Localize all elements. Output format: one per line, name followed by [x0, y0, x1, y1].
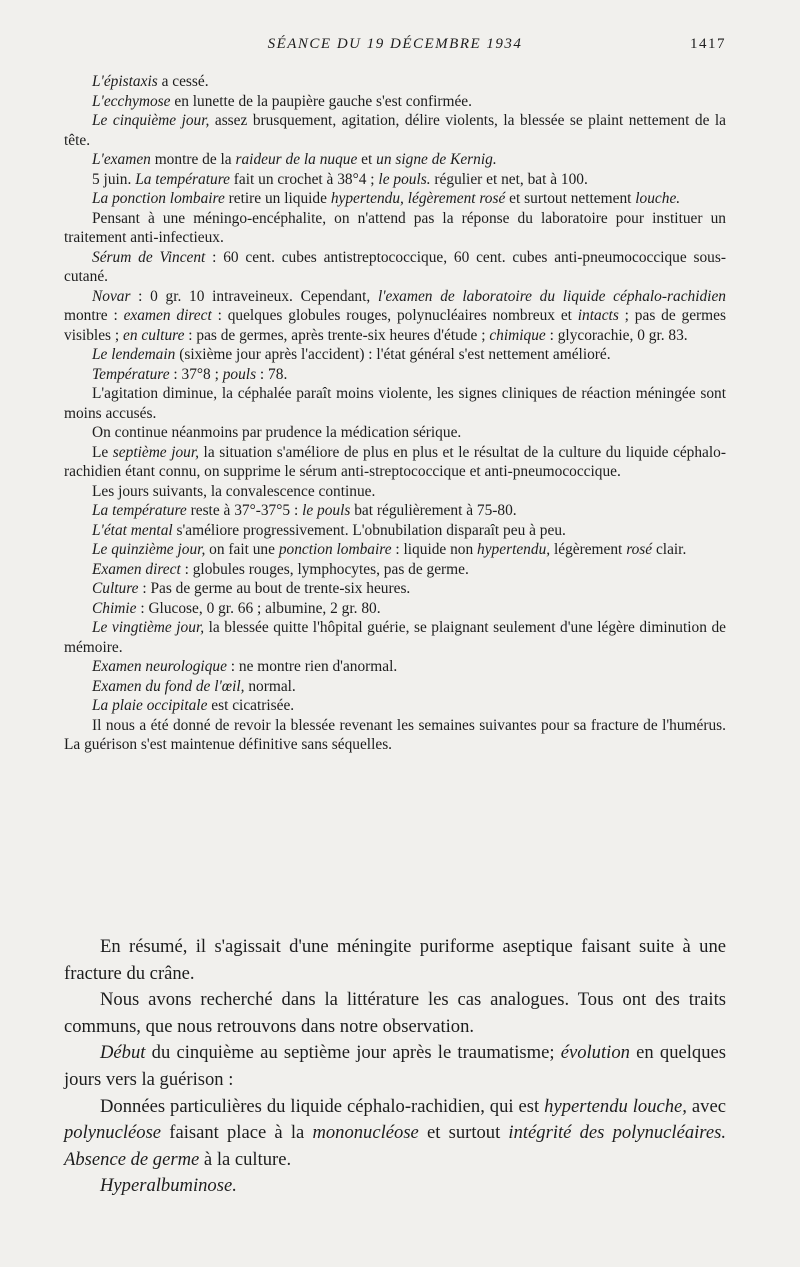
summary-paragraph [64, 934, 726, 987]
italic-text: ponction lombaire [278, 541, 392, 558]
italic-text: Sérum de Vincent [92, 248, 206, 266]
observation-paragraph [64, 521, 726, 541]
italic-text: L'état mental [92, 521, 173, 539]
text-run: Les jours suivants, la convalescence continue. [92, 482, 376, 500]
text-run: Le [92, 443, 113, 461]
observation-paragraph [64, 111, 726, 150]
text-run: légèrement [550, 541, 627, 558]
italic-text: La température [135, 170, 230, 188]
italic-text: l'examen de laboratoire du liquide céphalo-rachidien [377, 287, 726, 305]
text-run: est cicatrisée. [207, 697, 295, 714]
summary-text [64, 934, 726, 1200]
text-run: montre : [64, 307, 124, 324]
italic-text: Examen du fond de l'œil, [92, 677, 245, 695]
text-run: : 37°8 ; [169, 365, 223, 383]
observation-paragraph [64, 345, 726, 365]
text-run: fait un crochet à 38°4 ; [229, 170, 379, 188]
italic-text: La température [92, 502, 187, 519]
observation-paragraph [64, 696, 726, 716]
observation-paragraph [64, 92, 726, 112]
text-run: Pensant à une méningo-encéphalite, on n'attend pas la réponse du laboratoire pour instituer un traitement anti-infectieux. [64, 209, 726, 246]
italic-text: polynucléose [64, 1122, 162, 1144]
italic-text: Culture [92, 580, 139, 597]
italic-text: Le vingtième jour, [92, 619, 205, 636]
italic-text: un signe de Kernig. [376, 151, 497, 168]
text-run: avec [686, 1095, 726, 1117]
italic-text: pouls [222, 365, 257, 383]
italic-text: mononucléose [312, 1122, 419, 1144]
text-run: L'agitation diminue, la céphalée paraît moins violente, les signes cliniques de réaction méningée sont moins accusés. [64, 385, 726, 422]
observation-paragraph [64, 677, 726, 697]
italic-text: Le quinzième jour, [92, 541, 206, 558]
observation-paragraph [64, 657, 726, 677]
observation-paragraph [64, 618, 726, 657]
text-run: : pas de germes, après trente-six heures d'étude ; [184, 326, 490, 344]
italic-text: Le lendemain [92, 346, 176, 363]
text-run: : 60 cent. cubes antistreptococcique, 60 cent. cubes anti-pneumococcique sous-cutané. [64, 248, 726, 285]
text-run: retire un liquide [224, 190, 331, 207]
observation-paragraph [64, 482, 726, 502]
observation-paragraph [64, 189, 726, 209]
italic-text: Chimie [92, 599, 137, 617]
italic-text: intégrité des polynucléaires. Absence de germe [64, 1122, 726, 1170]
text-run: Données particulières du liquide céphalo-rachidien, qui est [100, 1095, 545, 1117]
observation-paragraph [64, 248, 726, 287]
text-run: : Pas de germe au bout de trente-six heures. [138, 580, 411, 597]
italic-text: le pouls. [378, 170, 431, 188]
observation-paragraph [64, 365, 726, 385]
text-run: a cessé. [157, 73, 209, 90]
italic-text: le pouls [302, 502, 351, 519]
italic-text: Hyperalbuminose. [100, 1175, 237, 1197]
text-run: assez brusquement, agitation, délire violents, la blessée se plaint nettement de la tête. [64, 112, 726, 149]
observation-paragraph [64, 209, 726, 248]
text-run: : 0 gr. 10 intraveineux. Cependant, [130, 287, 378, 305]
italic-text: hypertendu, [477, 541, 551, 558]
text-run: : ne montre rien d'anormal. [226, 658, 398, 675]
italic-text: raideur de la nuque [235, 151, 358, 168]
italic-text: La plaie occipitale [92, 697, 208, 714]
text-run: et surtout [418, 1122, 509, 1144]
running-header [64, 36, 726, 60]
observation-paragraph [64, 716, 726, 755]
text-run: la blessée quitte l'hôpital guérie, se plaignant seulement d'une légère diminution de mémoire. [64, 619, 726, 656]
italic-text: hypertendu louche, [544, 1095, 687, 1117]
text-run: On continue néanmoins par prudence la médication sérique. [92, 424, 462, 441]
text-run: : quelques globules rouges, polynucléaires nombreux et [211, 307, 578, 324]
text-run: montre de la [150, 151, 236, 168]
text-run: Il nous a été donné de revoir la blessée revenant les semaines suivantes pour sa fracture de l'humérus. La guérison s'est maintenue définitive sans séquelles. [64, 716, 726, 753]
observation-paragraph [64, 423, 726, 443]
italic-text: L'ecchymose [92, 92, 171, 110]
observation-paragraph [64, 150, 726, 170]
text-run: en quelques jours vers la guérison : [64, 1042, 726, 1090]
page-number: 1417 [690, 36, 726, 52]
text-run: reste à 37°-37°5 : [186, 502, 303, 519]
italic-text: intacts [577, 307, 619, 324]
observation-paragraph [64, 170, 726, 190]
summary-paragraph [64, 1040, 726, 1093]
text-run: à la culture. [199, 1148, 292, 1170]
italic-text: L'examen [92, 151, 151, 168]
text-run: Nous avons recherché dans la littérature les cas analogues. Tous ont des traits communs, que nous retrouvons dans notre observation. [64, 989, 726, 1037]
case-observation-text [64, 72, 726, 755]
italic-text: hypertendu, légèrement rosé [330, 190, 506, 207]
italic-text: La ponction lombaire [92, 190, 225, 207]
observation-paragraph [64, 599, 726, 619]
observation-paragraph [64, 443, 726, 482]
text-run: en lunette de la paupière gauche s'est confirmée. [170, 92, 472, 110]
observation-paragraph [64, 384, 726, 423]
text-run: : glycorachie, 0 gr. 83. [545, 326, 688, 344]
italic-text: chimique [489, 326, 546, 344]
italic-text: Température [92, 365, 170, 383]
observation-paragraph [64, 501, 726, 521]
italic-text: Novar [92, 287, 131, 305]
header-title: SÉANCE DU 19 DÉCEMBRE 1934 [267, 36, 523, 52]
text-run: et [357, 151, 377, 168]
italic-text: rosé [626, 541, 653, 558]
observation-paragraph [64, 540, 726, 560]
text-run: et surtout nettement [505, 190, 636, 207]
text-run: faisant place à la [161, 1122, 313, 1144]
text-run: 5 juin. [92, 170, 136, 188]
summary-paragraph [64, 1173, 726, 1200]
italic-text: Le cinquième jour, [92, 112, 210, 129]
italic-text: examen direct [123, 307, 212, 324]
italic-text: Examen neurologique [92, 658, 227, 675]
text-run: s'améliore progressivement. L'obnubilation disparaît peu à peu. [172, 521, 566, 539]
text-run: En résumé, il s'agissait d'une méningite puriforme aseptique faisant suite à une fracture du crâne. [64, 936, 726, 984]
text-run: : liquide non [391, 541, 478, 558]
text-run: du cinquième au septième jour après le traumatisme; [145, 1042, 561, 1064]
italic-text: Examen direct [92, 560, 181, 578]
summary-paragraph [64, 987, 726, 1040]
text-run: (sixième jour après l'accident) : l'état général s'est nettement amélioré. [175, 346, 611, 363]
text-run: la situation s'améliore de plus en plus et le résultat de la culture du liquide céphalo-rachidien étant connu, on supprime le sérum anti-streptococcique et anti-pneumococcique. [64, 443, 726, 480]
italic-text: L'épistaxis [92, 73, 158, 90]
text-run: : globules rouges, lymphocytes, pas de germe. [180, 560, 469, 578]
text-run: ; pas de germes visibles ; [64, 307, 726, 344]
text-run: régulier et net, bat à 100. [430, 170, 588, 188]
italic-text: en culture [123, 326, 185, 344]
summary-paragraph [64, 1094, 726, 1174]
italic-text: Début [100, 1042, 146, 1064]
observation-paragraph [64, 579, 726, 599]
observation-paragraph [64, 287, 726, 346]
text-run: clair. [652, 541, 687, 558]
observation-paragraph [64, 72, 726, 92]
observation-paragraph [64, 560, 726, 580]
text-run: : Glucose, 0 gr. 66 ; albumine, 2 gr. 80. [136, 599, 381, 617]
italic-text: louche. [635, 190, 681, 207]
text-run: bat régulièrement à 75-80. [350, 502, 517, 519]
italic-text: septième jour, [112, 443, 199, 461]
italic-text: évolution [560, 1042, 630, 1064]
text-run: on fait une [205, 541, 279, 558]
text-run: normal. [244, 677, 296, 695]
text-run: : 78. [256, 365, 288, 383]
